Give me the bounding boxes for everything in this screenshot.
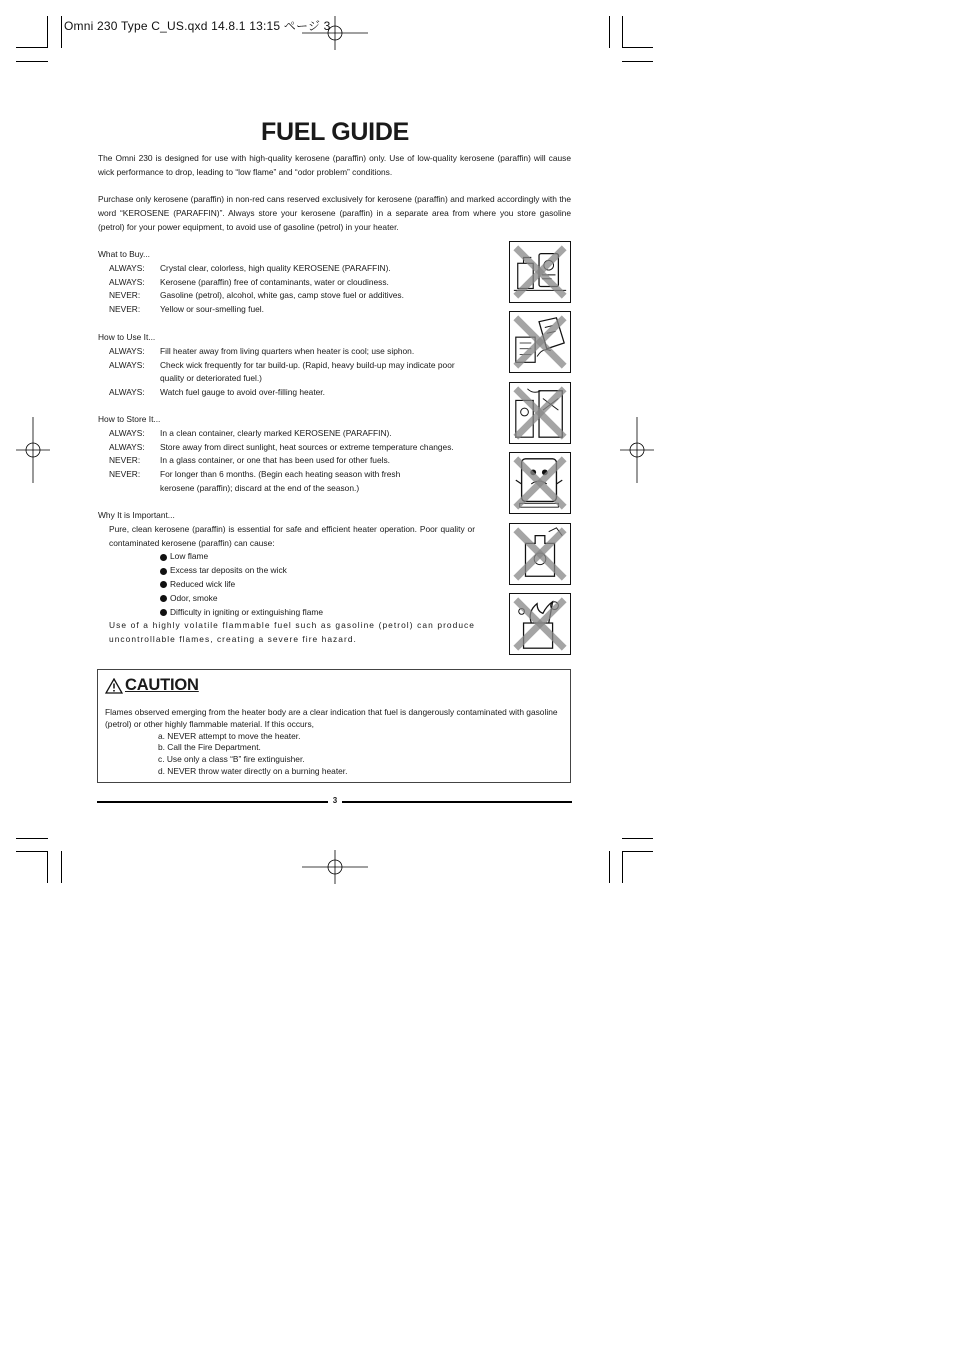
warning-triangle-icon [105,678,123,694]
list-item: c. Use only a class “B” fire extinguisher. [158,754,305,765]
row-key: ALWAYS: [109,441,145,452]
row-key: ALWAYS: [109,345,145,356]
registration-mark-left [16,417,50,483]
list-item: Odor, smoke [160,592,475,606]
list-item: Difficulty in igniting or extinguishing flame [160,606,475,620]
row-key: ALWAYS: [109,262,145,273]
caution-list [105,731,560,778]
row-key: ALWAYS: [109,276,145,287]
list-item: Low flame [160,550,475,564]
list-item [98,262,498,276]
registration-mark-bottom [302,850,368,884]
crossed-heater-icon [509,452,571,514]
registration-mark-right [620,417,654,483]
list-item [98,359,458,387]
list-item [98,427,488,441]
list-item [98,276,498,290]
list-item: Reduced wick life [160,578,475,592]
bullet-icon [160,581,167,588]
crossed-heater-refuel-icon [509,311,571,373]
list-item: b. Call the Fire Department. [158,742,261,753]
row-text: Fill heater away from living quarters when heater is cool; use siphon. [160,345,415,356]
row-key: NEVER: [109,455,141,466]
row-text: In a glass container, or one that has been used for other fuels. [160,455,390,466]
section-heading: How to Store It... [98,414,161,424]
row-text: Kerosene (paraffin) free of contaminants, water or cloudiness. [160,276,389,287]
list-item [98,303,498,317]
row-text: Check wick frequently for tar build-up. (Rapid, heavy build-up may indicate poor quality or deteriorated fuel.) [160,359,455,384]
row-key: ALWAYS: [109,427,145,438]
row-key: NEVER: [109,290,141,301]
list-item [98,454,488,468]
list-item: Excess tar deposits on the wick [160,564,475,578]
list-item [98,441,488,455]
crossed-storage-icon [509,382,571,444]
crossed-glass-container-icon [509,523,571,585]
list-item [98,386,458,400]
section-how-to-store [98,413,488,496]
caution-box [97,669,571,783]
bullet-icon [160,609,167,616]
section-heading: Why It is Important... [98,510,175,520]
crossed-fuel-can-icon [509,241,571,303]
section-what-to-buy [98,248,498,317]
intro-paragraph-2: Purchase only kerosene (paraffin) in non-red cans reserved exclusively for kerosene (paraffin) and marked accordingly with the word “KEROSENE (PARAFFIN)”. Always store your kerosene (paraffin) in a separate area from where you store gasoline (petrol) for your power equipment, to avoid use of gasoline (petrol) in your heater. [98,194,571,232]
intro-paragraph-1: The Omni 230 is designed for use with high-quality kerosene (paraffin) only. Use of low-quality kerosene (paraffin) will cause wick performance to drop, leading to “low flame” and “odor problem” conditions. [98,153,571,177]
row-text: Store away from direct sunlight, heat sources or extreme temperature changes. [160,441,454,452]
section-why-important [98,509,475,647]
caution-text: Flames observed emerging from the heater body are a clear indication that fuel is dangerously contaminated with gasoline (petrol) or other highly flammable material. If this occurs, [105,707,558,729]
list-item [98,345,458,359]
page-number: 3 [328,796,342,805]
list-item [98,468,424,496]
section-heading: How to Use It... [98,332,156,342]
section-heading: What to Buy... [98,249,150,259]
crossed-fire-icon [509,593,571,655]
row-text: Crystal clear, colorless, high quality KEROSENE (PARAFFIN). [160,262,391,273]
row-key: ALWAYS: [109,387,145,398]
page-title: FUEL GUIDE [261,118,409,146]
row-text: Yellow or sour-smelling fuel. [160,304,264,315]
row-text: In a clean container, clearly marked KEROSENE (PARAFFIN). [160,427,392,438]
file-slug: Omni 230 Type C_US.qxd 14.8.1 13:15 ページ 3 [64,19,331,33]
bullet-icon [160,554,167,561]
bullet-icon [160,568,167,575]
row-text: Watch fuel gauge to avoid over-filling heater. [160,387,325,398]
row-text: Gasoline (petrol), alcohol, white gas, camp stove fuel or additives. [160,290,404,301]
why-warning: Use of a highly volatile flammable fuel such as gasoline (petrol) can produce uncontrollable flames, creating a severe fire hazard. [109,620,475,645]
caution-header [105,676,199,695]
list-item [98,289,498,303]
row-key: NEVER: [109,304,141,315]
list-item: d. NEVER throw water directly on a burning heater. [158,765,348,776]
row-key: NEVER: [109,469,141,480]
caution-body [105,707,560,778]
why-intro: Pure, clean kerosene (paraffin) is essential for safe and efficient heater operation. Poor quality or contaminated kerosene (paraffin) can cause: [109,523,475,548]
caution-title: CAUTION [125,676,199,694]
bullet-list [98,550,475,619]
section-how-to-use [98,331,458,400]
row-text: For longer than 6 months. (Begin each heating season with fresh kerosene (paraffin); discard at the end of the season.) [160,469,401,493]
list-item: a. NEVER attempt to move the heater. [158,730,301,741]
row-key: ALWAYS: [109,359,145,370]
bullet-icon [160,595,167,602]
